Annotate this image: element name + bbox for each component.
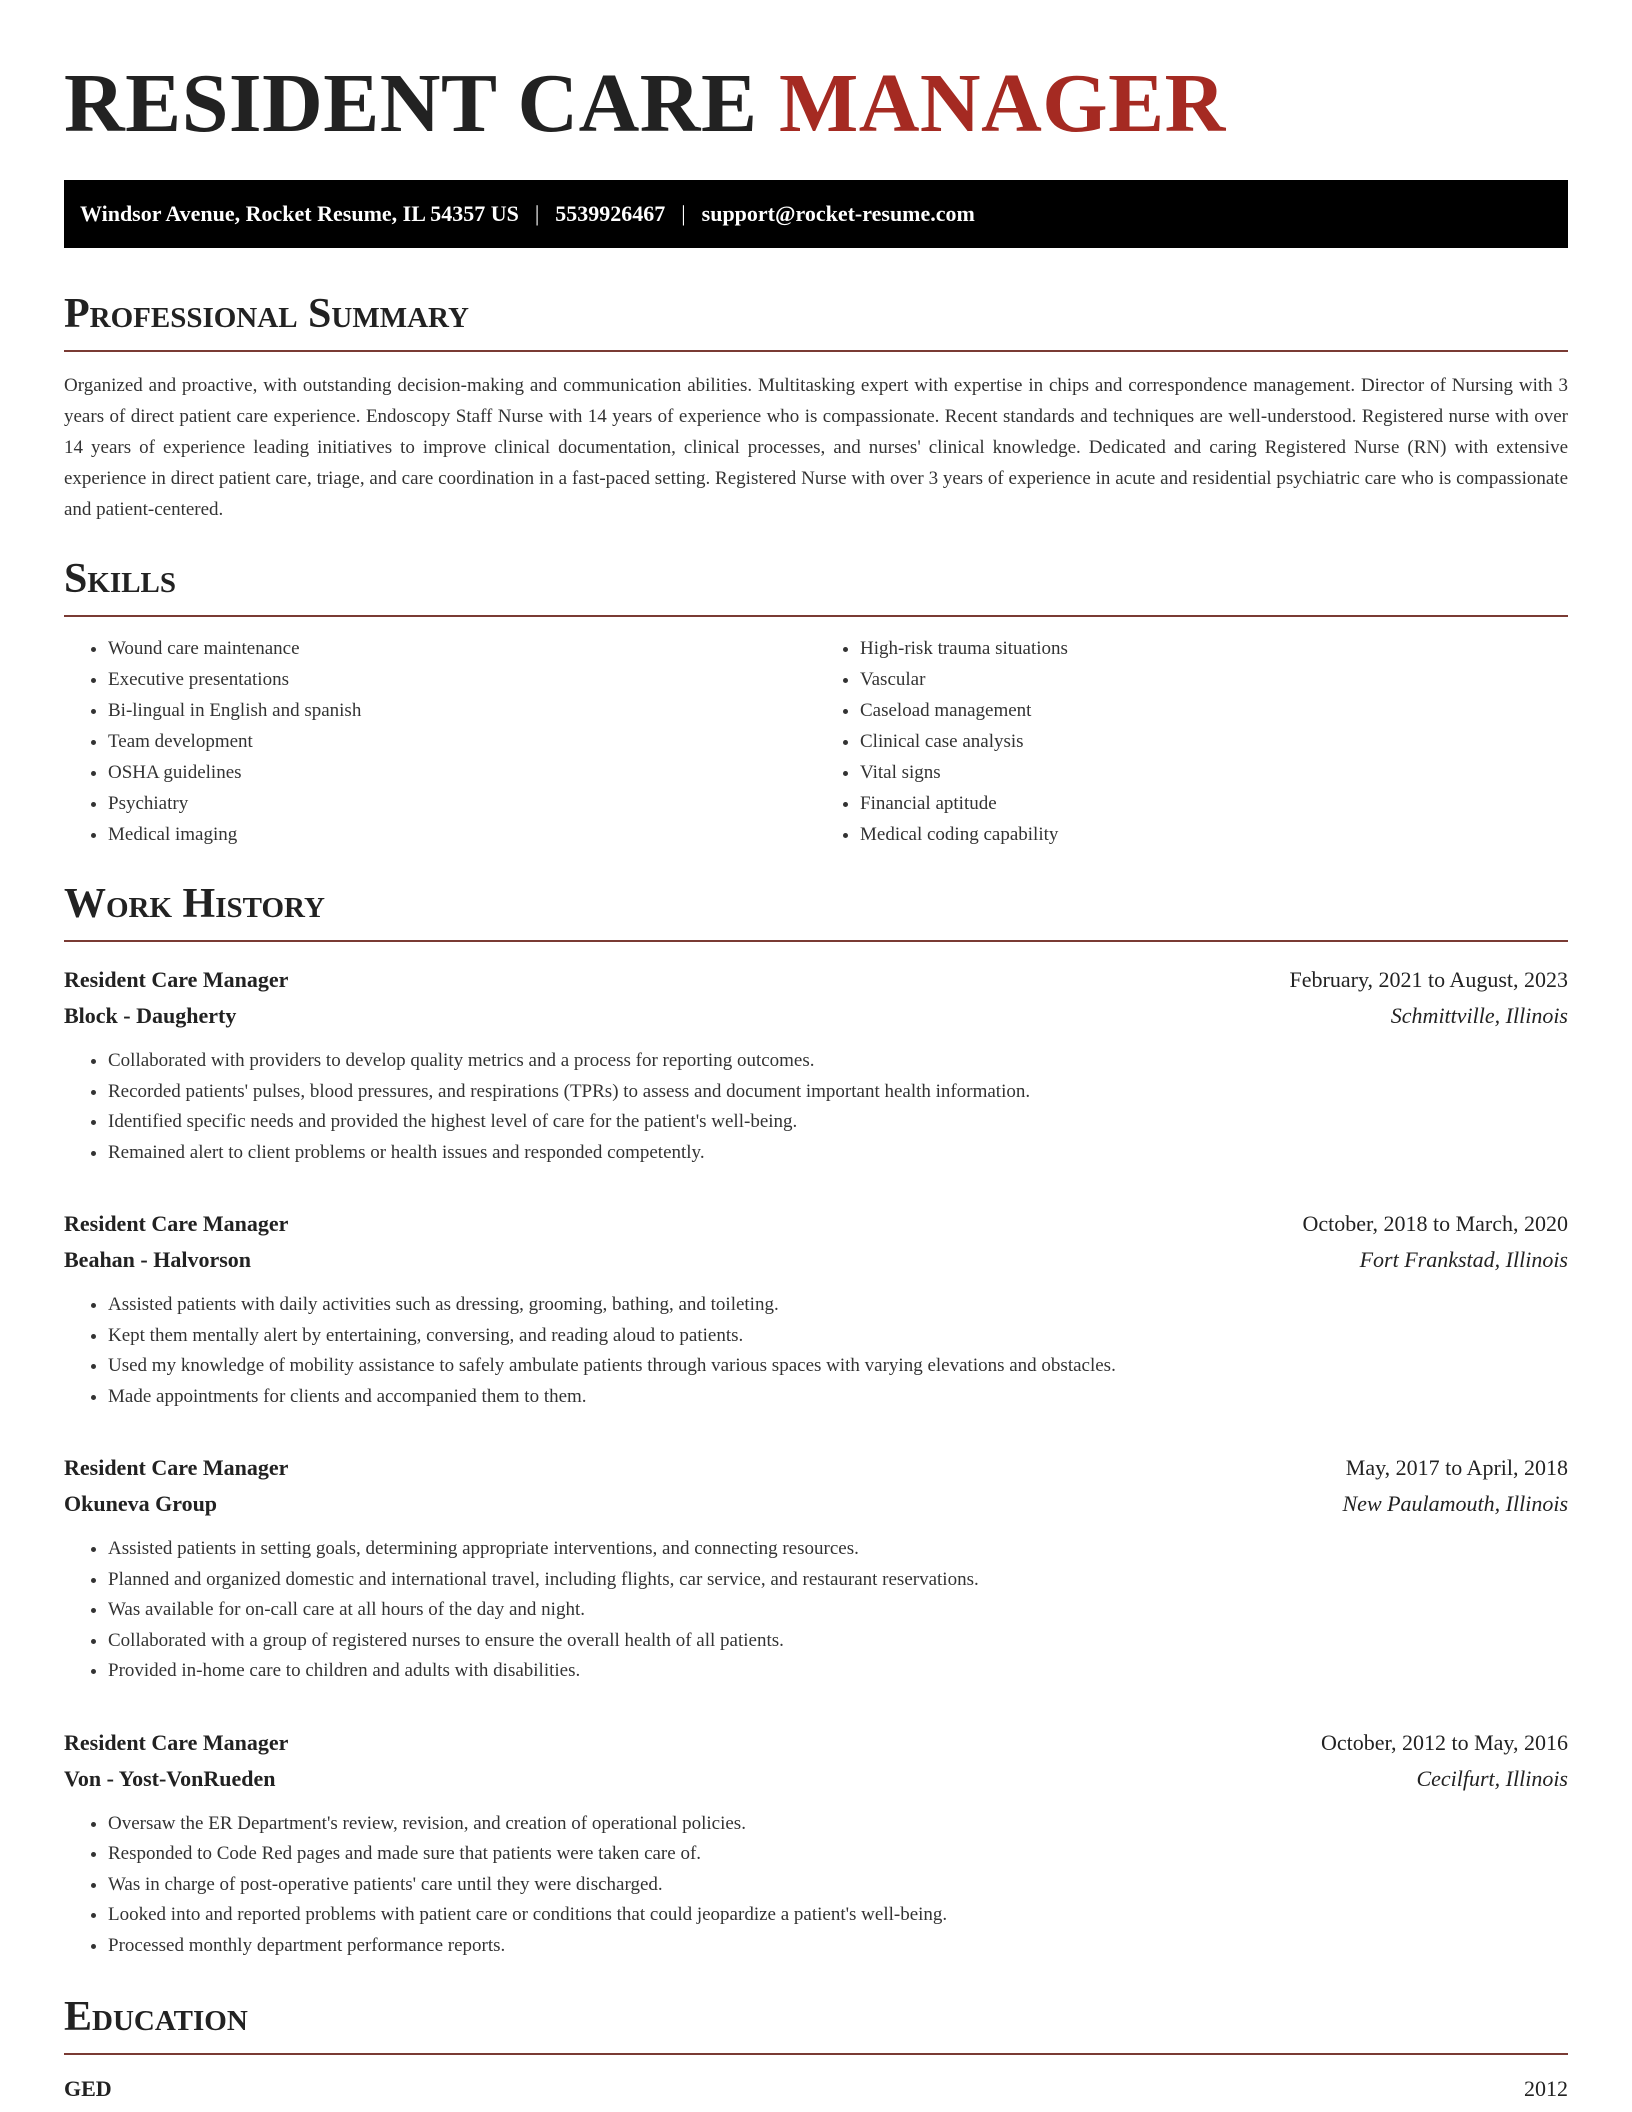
- skills-section: [64, 553, 1568, 850]
- summary-heading: Professional Summary: [64, 291, 469, 337]
- education-degree: GED: [64, 2076, 112, 2101]
- job-bullet: • Planned and organized domestic and international travel, including flights, car service, and restaurant reservations.: [108, 1565, 1568, 1596]
- job-bullet-list: [64, 1290, 1568, 1412]
- job-bullet: • Collaborated with a group of registered nurses to ensure the overall health of all patients.: [108, 1626, 1568, 1657]
- work-history-heading: Work History: [64, 881, 325, 927]
- job-location: Fort Frankstad, Illinois: [1359, 1247, 1568, 1272]
- job-location: New Paulamouth, Illinois: [1342, 1491, 1568, 1516]
- skill-item: • High-risk trauma situations: [860, 633, 1568, 664]
- job-company-row: [64, 1761, 1568, 1797]
- job-bullet: • Responded to Code Red pages and made sure that patients were taken care of.: [108, 1839, 1568, 1870]
- section-divider: [64, 940, 1568, 942]
- work-history-section: [64, 878, 1568, 1961]
- summary-section: [64, 288, 1568, 525]
- skill-item: • Team development: [108, 726, 816, 757]
- job-bullet: • Oversaw the ER Department's review, revision, and creation of operational policies.: [108, 1809, 1568, 1840]
- job-bullet: • Used my knowledge of mobility assistance to safely ambulate patients through various spaces with varying elevations and obstacles.: [108, 1351, 1568, 1382]
- title-main: RESIDENT CARE: [64, 57, 758, 150]
- section-divider: [64, 350, 1568, 352]
- education-entry: [64, 2073, 1568, 2105]
- job-title: Resident Care Manager: [64, 1211, 289, 1236]
- summary-text: Organized and proactive, with outstanding decision-making and communication abilities. Multitasking expert with expertise in chips and correspondence management. Director of Nursing with 3 years of direct patient care experience. Endoscopy Staff Nurse with 14 years of experience who is compassionate. Recent standards and techniques are well-understood. Registered nurse with over 14 years of experience leading initiatives to improve clinical documentation, clinical processes, and nurses' clinical knowledge. Dedicated and caring Registered Nurse (RN) with extensive experience in direct patient care, triage, and care coordination in a fast-paced setting. Registered Nurse with over 3 years of experience in acute and residential psychiatric care who is compassionate and patient-centered.: [64, 375, 1568, 520]
- job-company: Block - Daugherty: [64, 1003, 237, 1028]
- job-header-row: [64, 1206, 1568, 1242]
- skill-item: • Medical imaging: [108, 819, 816, 850]
- job-entry: [64, 1725, 1568, 1962]
- job-company: Beahan - Halvorson: [64, 1247, 252, 1272]
- contact-separator: |: [681, 201, 686, 226]
- skill-item: • Psychiatry: [108, 788, 816, 819]
- contact-separator: |: [534, 201, 540, 226]
- job-bullet-list: [64, 1046, 1568, 1168]
- job-title: Resident Care Manager: [64, 1455, 289, 1480]
- job-bullet: • Assisted patients in setting goals, determining appropriate interventions, and connecting resources.: [108, 1534, 1568, 1565]
- job-dates: October, 2012 to May, 2016: [1321, 1729, 1568, 1755]
- education-section: [64, 1991, 1568, 2105]
- contact-phone: 5539926467: [555, 201, 666, 226]
- job-bullet: • Assisted patients with daily activities such as dressing, grooming, bathing, and toileting.: [108, 1290, 1568, 1321]
- job-dates: May, 2017 to April, 2018: [1345, 1455, 1568, 1480]
- job-title: Resident Care Manager: [64, 967, 289, 992]
- job-company: Von - Yost-VonRueden: [64, 1765, 276, 1791]
- job-entry: [64, 1206, 1568, 1412]
- job-header-row: [64, 1725, 1568, 1761]
- skills-heading: Skills: [64, 556, 177, 602]
- skill-item: • Bi-lingual in English and spanish: [108, 695, 816, 726]
- job-bullet-list: [64, 1809, 1568, 1962]
- job-bullet: • Provided in-home care to children and adults with disabilities.: [108, 1656, 1568, 1687]
- job-company-row: [64, 998, 1568, 1034]
- title-accent: MANAGER: [778, 57, 1226, 150]
- job-bullet: • Recorded patients' pulses, blood pressures, and respirations (TPRs) to assess and document important health information.: [108, 1077, 1568, 1108]
- job-company-row: [64, 1242, 1568, 1278]
- job-bullet: • Looked into and reported problems with patient care or conditions that could jeopardize a patient's well-being.: [108, 1900, 1568, 1931]
- job-location: Cecilfurt, Illinois: [1416, 1765, 1568, 1791]
- resume-title: [64, 56, 1568, 152]
- skills-list-left: [64, 633, 816, 850]
- education-heading: Education: [64, 1994, 248, 2040]
- contact-address: Windsor Avenue, Rocket Resume, IL 54357 US: [80, 201, 519, 226]
- skill-item: • Wound care maintenance: [108, 633, 816, 664]
- job-title: Resident Care Manager: [64, 1729, 289, 1755]
- job-bullet-list: [64, 1534, 1568, 1687]
- job-bullet: • Made appointments for clients and accompanied them to them.: [108, 1382, 1568, 1413]
- skill-item: • Medical coding capability: [860, 819, 1568, 850]
- skills-grid: [64, 633, 1568, 850]
- job-entry: [64, 1450, 1568, 1687]
- job-dates: October, 2018 to March, 2020: [1302, 1211, 1568, 1236]
- skill-item: • Vascular: [860, 664, 1568, 695]
- skill-item: • Vital signs: [860, 757, 1568, 788]
- job-bullet: • Remained alert to client problems or health issues and responded competently.: [108, 1138, 1568, 1169]
- job-bullet: • Kept them mentally alert by entertaining, conversing, and reading aloud to patients.: [108, 1321, 1568, 1352]
- education-year: 2012: [1524, 2076, 1568, 2101]
- section-divider: [64, 2053, 1568, 2055]
- skills-list-right: [816, 633, 1568, 850]
- job-bullet: • Was available for on-call care at all hours of the day and night.: [108, 1595, 1568, 1626]
- job-bullet: • Collaborated with providers to develop quality metrics and a process for reporting outcomes.: [108, 1046, 1568, 1077]
- job-location: Schmittville, Illinois: [1390, 1003, 1568, 1028]
- job-bullet: • Identified specific needs and provided the highest level of care for the patient's well-being.: [108, 1107, 1568, 1138]
- contact-bar: [64, 180, 1568, 248]
- skill-item: • Caseload management: [860, 695, 1568, 726]
- skill-item: • Executive presentations: [108, 664, 816, 695]
- skill-item: • Clinical case analysis: [860, 726, 1568, 757]
- job-dates: February, 2021 to August, 2023: [1289, 967, 1568, 992]
- job-company: Okuneva Group: [64, 1491, 218, 1516]
- skill-item: • OSHA guidelines: [108, 757, 816, 788]
- job-header-row: [64, 1450, 1568, 1486]
- section-divider: [64, 615, 1568, 617]
- job-company-row: [64, 1486, 1568, 1522]
- job-header-row: [64, 962, 1568, 998]
- contact-email: support@rocket-resume.com: [701, 201, 975, 226]
- skill-item: • Financial aptitude: [860, 788, 1568, 819]
- job-entry: [64, 962, 1568, 1168]
- job-bullet: • Was in charge of post-operative patients' care until they were discharged.: [108, 1870, 1568, 1901]
- job-bullet: • Processed monthly department performance reports.: [108, 1931, 1568, 1962]
